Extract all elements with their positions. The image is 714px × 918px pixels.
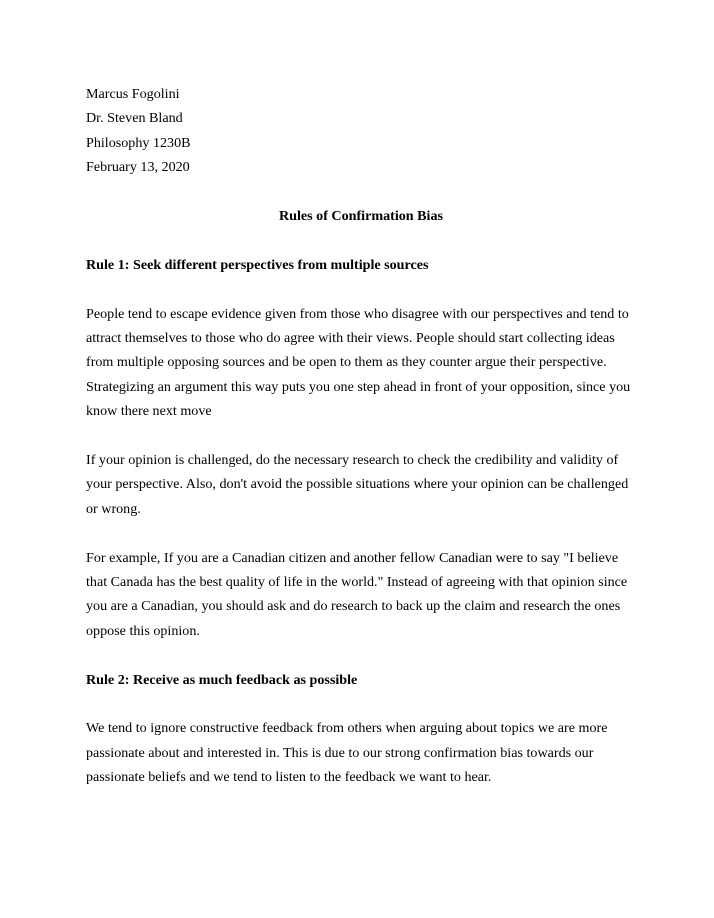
spacer — [86, 277, 636, 301]
paragraph-line: you are a Canadian, you should ask and do research to back up the claim and research the ones — [86, 598, 621, 615]
paragraph-line: Strategizing an argument this way puts you one step ahead in front of your opposition, since you — [86, 378, 631, 395]
paragraph-line: passionate about and interested in. This is due to our strong confirmation bias towards our — [86, 744, 594, 761]
paragraph-line: We tend to ignore constructive feedback from others when arguing about topics we are more — [86, 720, 608, 737]
document-title: Rules of Confirmation Bias — [278, 208, 444, 225]
paragraph-line: that Canada has the best quality of life in the world." Instead of agreeing with that opinion since — [86, 574, 628, 591]
paragraph-line: attract themselves to those who do agree with their views. People should start collecting ideas — [86, 330, 615, 347]
rule1-heading: Rule 1: Seek different perspectives from multiple sources — [86, 256, 429, 273]
paragraph-line: know there next move — [86, 403, 212, 420]
author-name: Marcus Fogolini — [86, 86, 180, 102]
spacer — [86, 692, 636, 716]
document-date: February 13, 2020 — [86, 159, 190, 176]
course-name: Philosophy 1230B — [86, 134, 191, 151]
paragraph-line: oppose this opinion. — [86, 622, 200, 639]
spacer — [86, 228, 636, 252]
paragraph-line: People tend to escape evidence given from those who disagree with our perspectives and tend to — [86, 305, 629, 322]
rule1-paragraph-1 — [86, 302, 636, 424]
document-page — [86, 82, 636, 790]
spacer — [86, 424, 636, 448]
instructor-name: Dr. Steven Bland — [86, 110, 183, 127]
rule2-heading: Rule 2: Receive as much feedback as possible — [86, 671, 358, 688]
paragraph-line: passionate beliefs and we tend to listen to the feedback we want to hear. — [86, 769, 492, 786]
paragraph-line: or wrong. — [86, 500, 141, 517]
paragraph-line: from multiple opposing sources and be open to them as they counter argue their perspective. — [86, 354, 607, 371]
spacer — [86, 643, 636, 667]
spacer — [86, 180, 636, 204]
paragraph-line: If your opinion is challenged, do the necessary research to check the credibility and validity of — [86, 452, 619, 469]
spacer — [86, 521, 636, 545]
rule1-paragraph-3 — [86, 546, 636, 644]
paragraph-line: your perspective. Also, don't avoid the possible situations where your opinion can be challenged — [86, 476, 629, 493]
paragraph-line: For example, If you are a Canadian citizen and another fellow Canadian were to say "I believe — [86, 549, 619, 566]
rule2-paragraph-1 — [86, 716, 636, 789]
rule1-paragraph-2 — [86, 448, 636, 521]
